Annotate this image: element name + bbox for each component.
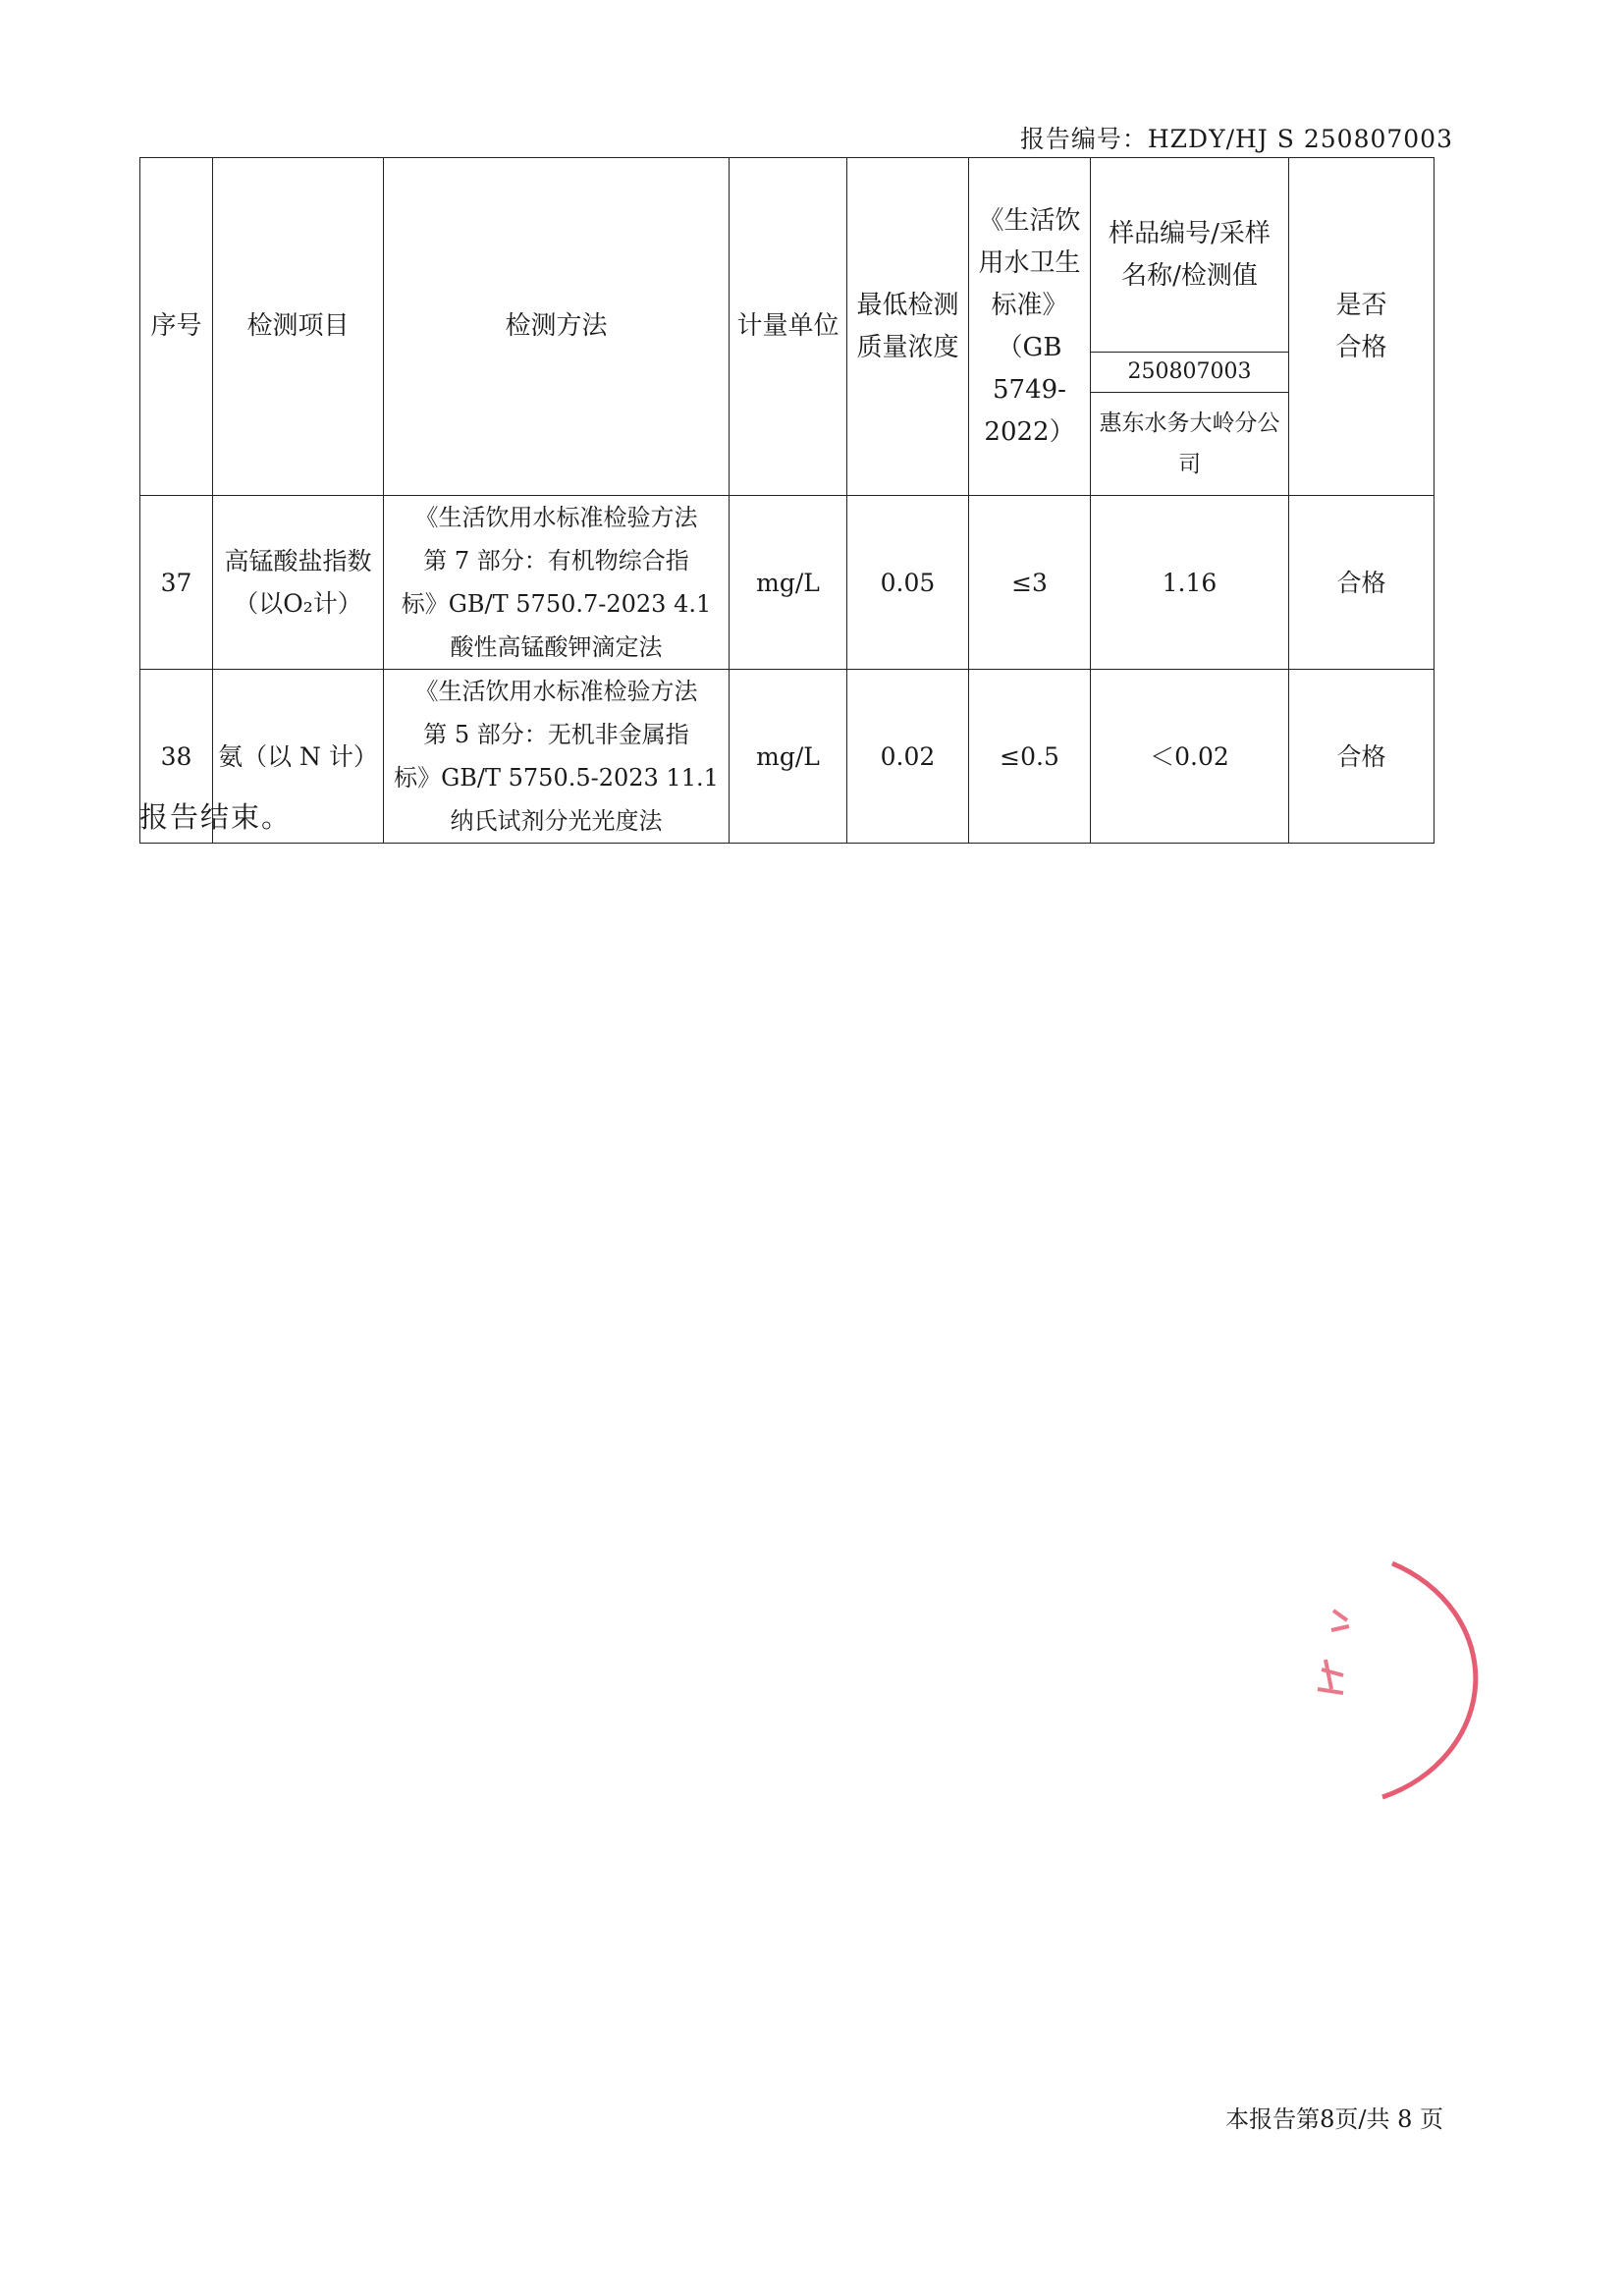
header-verdict-line2: 合格 [1335,332,1387,362]
row-value: 1.16 [1091,496,1289,670]
table-header-row [140,158,1435,353]
header-min-conc-line2: 质量浓度 [856,332,959,362]
row-item-line1: 氨（以 N 计） [218,741,378,771]
row-item [213,496,384,670]
row-method [384,670,730,844]
row-method-line3: 标》GB/T 5750.7-2023 4.1 [401,590,712,618]
header-method: 检测方法 [384,158,730,496]
header-min-conc [847,158,969,496]
header-sample [1091,158,1289,353]
header-sample-name-line1: 惠东水务大岭分公 [1099,410,1280,436]
header-sample-line1: 样品编号/采样 [1109,218,1271,248]
row-verdict: 合格 [1289,670,1435,844]
header-sample-name [1091,393,1289,496]
row-item-line2: （以O₂计） [234,589,362,618]
row-verdict: 合格 [1289,496,1435,670]
results-table [139,157,1435,844]
row-seq: 37 [140,496,213,670]
header-sample-id: 250807003 [1091,353,1289,393]
row-min-conc: 0.05 [847,496,969,670]
row-seq: 38 [140,670,213,844]
header-verdict [1289,158,1435,496]
row-unit: mg/L [730,670,847,844]
header-unit: 计量单位 [730,158,847,496]
row-value: ＜0.02 [1091,670,1289,844]
row-method-line2: 第 7 部分：有机物综合指 [423,547,689,574]
header-standard [969,158,1091,496]
row-method-line4: 酸性高锰酸钾滴定法 [450,633,663,661]
row-method-line2: 第 5 部分：无机非金属指 [423,721,689,748]
header-standard-line1: 《生活饮 [978,205,1081,236]
end-note: 报告结束。 [139,800,293,834]
row-unit: mg/L [730,496,847,670]
row-method-line1: 《生活饮用水标准检验方法 [414,504,698,531]
row-item-line1: 高锰酸盐指数 [224,547,372,575]
header-standard-line6: 2022） [984,416,1075,447]
row-method-line3: 标》GB/T 5750.5-2023 11.1 [394,764,719,792]
header-standard-line2: 用水卫生 [978,247,1081,278]
row-method-line4: 纳氏试剂分光光度法 [450,807,663,835]
header-verdict-line1: 是否 [1335,290,1387,320]
page-footer: 本报告第8页/共 8 页 [1225,2105,1443,2133]
row-method [384,496,730,670]
header-standard-line3: 标准》 [991,290,1068,320]
header-sample-name-line2: 司 [1178,452,1201,477]
table-row [140,670,1435,844]
header-item: 检测项目 [213,158,384,496]
header-min-conc-line1: 最低检测 [856,290,959,320]
row-limit: ≤3 [969,496,1091,670]
row-method-line1: 《生活饮用水标准检验方法 [414,678,698,705]
header-standard-line4: （GB [997,332,1062,362]
row-min-conc: 0.02 [847,670,969,844]
report-number: 报告编号：HZDY/HJ S 250807003 [1019,125,1453,153]
seal-stamp-icon [1304,1552,1500,1807]
header-standard-line5: 5749- [993,374,1066,405]
header-sample-line2: 名称/检测值 [1121,260,1258,291]
table-row [140,496,1435,670]
row-limit: ≤0.5 [969,670,1091,844]
header-seq: 序号 [140,158,213,496]
